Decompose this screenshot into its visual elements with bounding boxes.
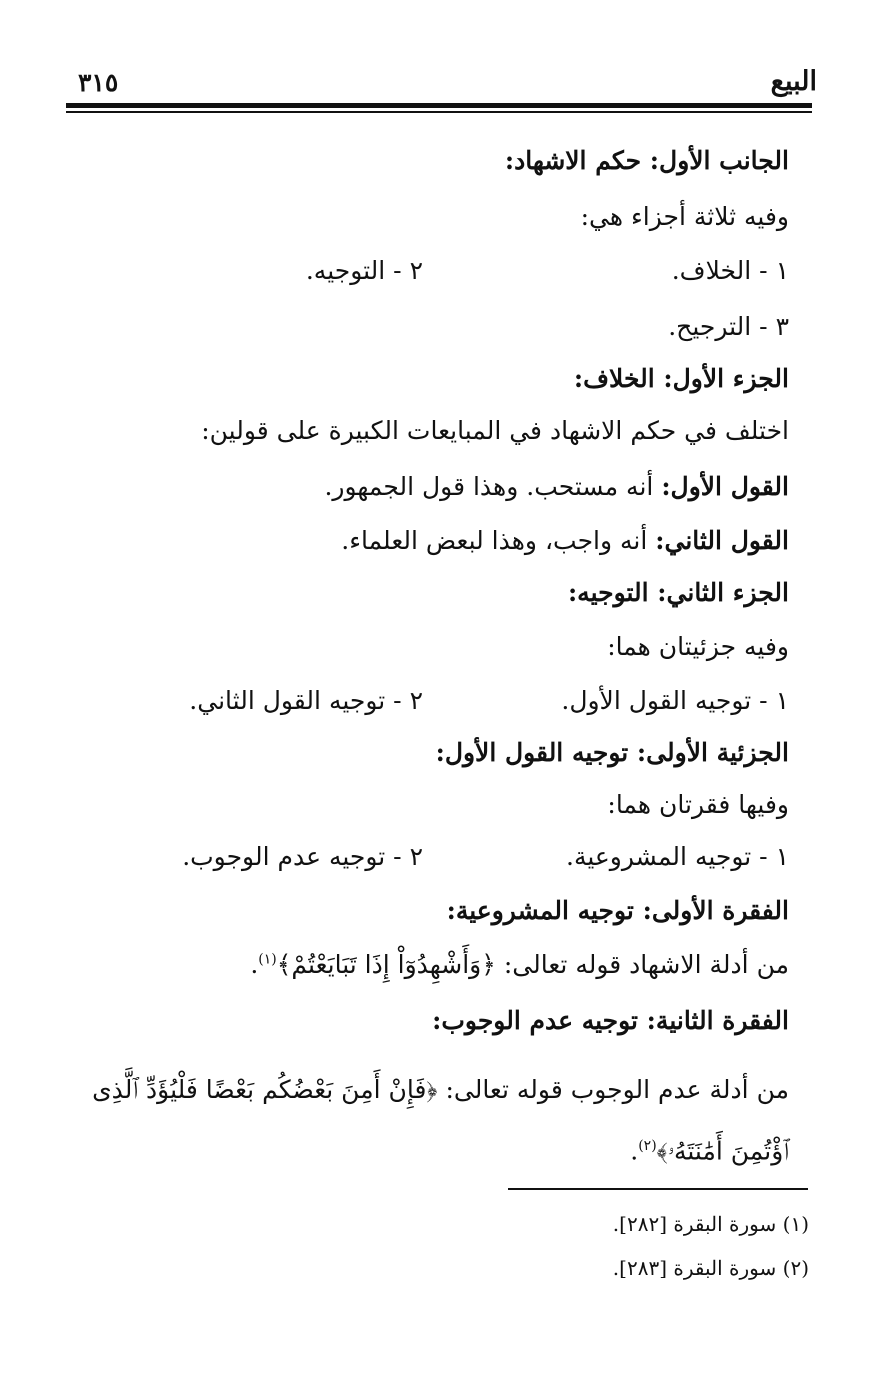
heading-second-part: الجزء الثاني: التوجيه: (567, 578, 789, 607)
second-opinion-text: أنه واجب، وهذا لبعض العلماء. (341, 526, 648, 555)
evidence-legitimacy (250, 950, 789, 979)
list-item-non-obligation: ٢ - توجيه عدم الوجوب. (182, 842, 423, 871)
heading-first-part: الجزء الأول: الخلاف: (573, 364, 789, 393)
intro-two-subparts: وفيه جزئيتان هما: (607, 632, 789, 661)
list-item-legitimacy: ١ - توجيه المشروعية. (566, 842, 789, 871)
quran-verse-2: ﴿فَإِنْ أَمِنَ بَعْضُكُم بَعْضًا فَلْيُؤَدِّ ٱلَّذِى ٱؤْتُمِنَ أَمَٰنَتَهُۥ﴾ (92, 1075, 789, 1166)
evidence-non-obligation-text: من أدلة عدم الوجوب قوله تعالى: (445, 1075, 789, 1104)
running-header-title: البيع (770, 66, 817, 97)
heading-first-aspect: الجانب الأول: حكم الاشهاد: (504, 146, 789, 175)
heading-first-subpart: الجزئية الأولى: توجيه القول الأول: (435, 738, 789, 767)
first-opinion (324, 472, 789, 501)
intro-two-paragraphs: وفيها فقرتان هما: (607, 790, 789, 819)
footnote-1: (١) سورة البقرة [٢٨٢]. (612, 1212, 809, 1236)
list-item-tawjih: ٢ - التوجيه. (305, 256, 423, 285)
footnote-separator (508, 1188, 808, 1190)
page-number: ٣١٥ (78, 68, 119, 97)
first-opinion-text: أنه مستحب. وهذا قول الجمهور. (324, 472, 654, 501)
list-item-khilaf: ١ - الخلاف. (671, 256, 789, 285)
paragraph-khilaf: اختلف في حكم الاشهاد في المبايعات الكبيرة على قولين: (201, 416, 789, 445)
header-rule-thin (66, 111, 812, 113)
period: . (250, 950, 259, 979)
period-2: . (630, 1136, 639, 1166)
second-opinion (341, 526, 789, 555)
list-item-tarjih: ٣ - الترجيح. (668, 312, 789, 341)
evidence-legitimacy-text: من أدلة الاشهاد قوله تعالى: (503, 950, 789, 979)
intro-three-parts: وفيه ثلاثة أجزاء هي: (580, 202, 789, 231)
header-rule-thick (66, 103, 812, 108)
evidence-non-obligation (59, 1062, 789, 1179)
quran-verse-1: ﴿وَأَشْهِدُوٓاْ إِذَا تَبَايَعْتُمْ﴾ (276, 950, 496, 979)
footnote-ref-1: (١) (258, 951, 277, 968)
footnote-2: (٢) سورة البقرة [٢٨٣]. (612, 1256, 809, 1280)
heading-second-paragraph: الفقرة الثانية: توجيه عدم الوجوب: (432, 1006, 789, 1035)
footnote-ref-2: (٢) (638, 1138, 657, 1154)
first-opinion-label: القول الأول: (661, 472, 789, 501)
list-item-first-opinion: ١ - توجيه القول الأول. (561, 686, 789, 715)
heading-first-paragraph: الفقرة الأولى: توجيه المشروعية: (446, 896, 789, 925)
second-opinion-label: القول الثاني: (655, 526, 789, 555)
list-item-second-opinion: ٢ - توجيه القول الثاني. (189, 686, 423, 715)
